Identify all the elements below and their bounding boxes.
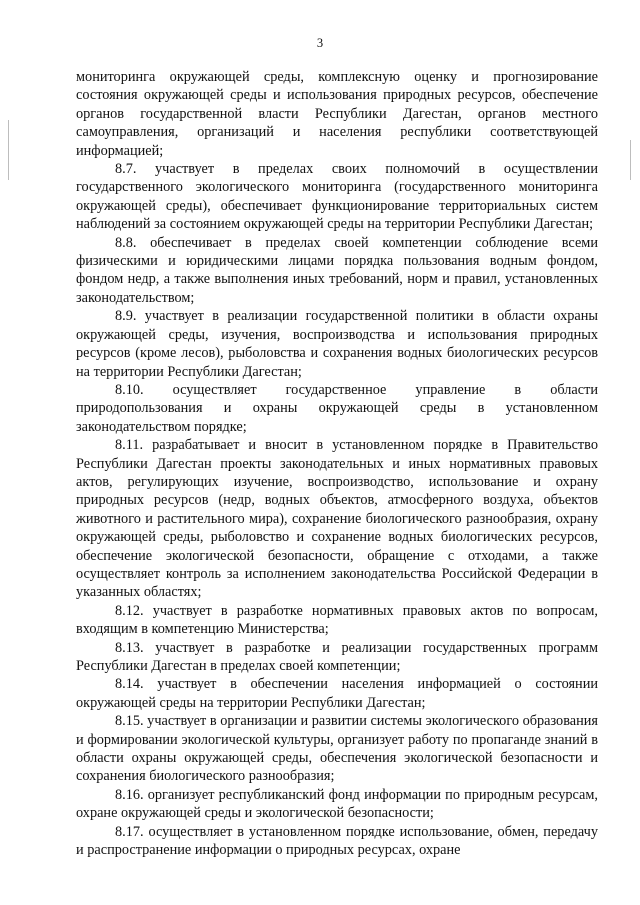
paragraph-8-14: 8.14. участвует в обеспечении населения информацией о состоянии окружающей среды на территории Республики Дагестан; [76,676,598,711]
document-body [76,68,598,859]
paragraph-8-12: 8.12. участвует в разработке нормативных правовых актов по вопросам, входящим в компетенцию Министерства; [76,602,598,638]
paragraph-8-15: 8.15. участвует в организации и развитии системы экологического образования и формировании экологической культуры, организует работу по пропаганде знаний в области охраны окружающей среды, обеспечения экологической безопасности и сохранения биологического разнообразия; [76,713,598,785]
scan-edge-mark-right [630,140,631,180]
paragraph-8-13: 8.13. участвует в разработке и реализации государственных программ Республики Дагестан в пределах своей компетенции; [76,639,598,674]
paragraph-continuation: мониторинга окружающей среды, комплексную оценку и прогнозирование состояния окружающей среды и использования природных ресурсов, обеспечение органов государственной власти Республики Дагестан, органов местного самоуправления, организаций и населения республики соответствующей информацией; [76,69,598,159]
page-number: 3 [316,36,324,50]
paragraph-8-9: 8.9. участвует в реализации государственной политики в области охраны окружающей среды, изучения, воспроизводства и использования природных ресурсов (кроме лесов), рыболовства и сохранения водных биологических ресурсов на территории Республики Дагестан; [76,308,598,380]
paragraph-8-10: 8.10. осуществляет государственное управление в области природопользования и охраны окружающей среды в установленном законодательством порядке; [76,381,598,435]
scan-edge-mark-left [8,120,9,180]
paragraph-8-7: 8.7. участвует в пределах своих полномочий в осуществлении государственного экологического мониторинга (государственного мониторинга окружающей среды), обеспечивает функционирование территориальных систем наблюдений за состоянием окружающей среды на территории Республики Дагестан; [76,161,598,233]
paragraph-8-8: 8.8. обеспечивает в пределах своей компетенции соблюдение всеми физическими и юридическими лицами порядка пользования водным фондом, фондом недр, а также выполнения иных требований, норм и правил, установленных законодательством; [76,234,598,306]
paragraph-8-16: 8.16. организует республиканский фонд информации по природным ресурсам, охране окружающей среды и экологической безопасности; [76,786,598,822]
paragraph-8-17: 8.17. осуществляет в установленном порядке использование, обмен, передачу и распространение информации о природных ресурсах, охране [76,823,598,859]
paragraph-8-11: 8.11. разрабатывает и вносит в установленном порядке в Правительство Республики Дагестан проекты законодательных и иных нормативных правовых актов, регулирующих изучение, воспроизводство, использование и охрану природных ресурсов (недр, водных объектов, атмосферного воздуха, объектов животного и растительного мира), сохранение биологического разнообразия, охрану окружающей среды, рыболовство и сохранение водных биологических ресурсов, обеспечение экологической безопасности, обращение с отходами, а также осуществляет контроль за исполнением законодательства Российской Федерации в указанных областях; [76,437,598,601]
